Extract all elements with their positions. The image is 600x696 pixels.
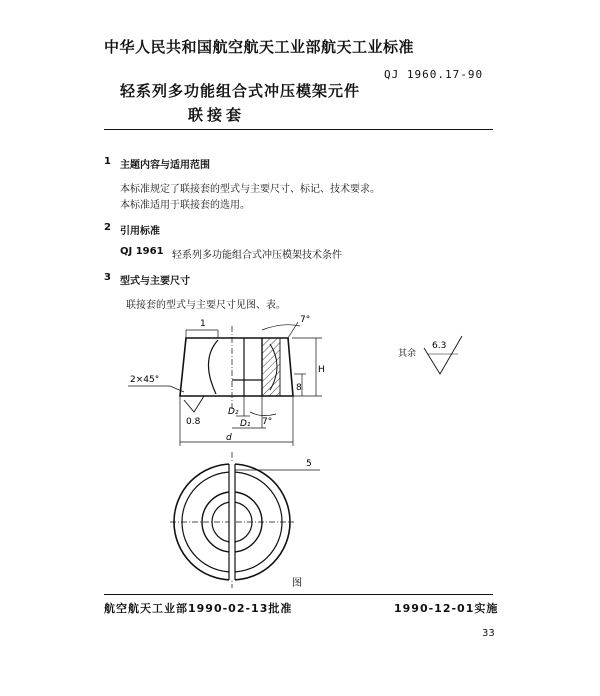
section-view xyxy=(180,326,293,410)
figure-caption: 图 xyxy=(292,578,302,589)
dim-slot-label: 5 xyxy=(306,459,312,469)
chamfer-label: 2×45° xyxy=(130,375,160,385)
dim-D2-label: D₂ xyxy=(228,407,239,417)
roughness-label: 其余 xyxy=(398,349,417,359)
standard-code: QJ 1960.17-90 xyxy=(384,68,484,81)
section-1-paragraph-2: 本标准适用于联接套的选用。 xyxy=(120,200,250,211)
reference-standard-title: 轻系列多功能组合式冲压模架技术条件 xyxy=(172,250,342,261)
section-3-title: 型式与主要尺寸 xyxy=(120,276,190,287)
document-title-line2: 联接套 xyxy=(188,106,246,124)
section-3-number: 3 xyxy=(104,272,111,283)
roughness-symbol-small xyxy=(184,396,204,412)
dim-height-label: H xyxy=(318,365,325,375)
angle-top-label: 7° xyxy=(300,315,311,325)
chamfer-leader xyxy=(128,386,184,392)
section-2-number: 2 xyxy=(104,222,111,233)
dim-top-label: 1 xyxy=(200,319,206,329)
document-title-line1: 轻系列多功能组合式冲压模架元件 xyxy=(120,82,361,100)
reference-standard-code: QJ 1961 xyxy=(120,246,164,257)
page-number: 33 xyxy=(482,628,495,639)
dim-8-label: 8 xyxy=(296,383,302,393)
section-3-paragraph-1: 联接套的型式与主要尺寸见图、表。 xyxy=(126,300,286,311)
top-view xyxy=(170,452,294,588)
effective-date: 1990-12-01实施 xyxy=(394,602,499,615)
dim-D1-label: D₁ xyxy=(240,419,251,429)
issuing-organization: 中华人民共和国航空航天工业部航天工业标准 xyxy=(104,38,415,56)
section-2-title: 引用标准 xyxy=(120,226,160,237)
dimension-top-1 xyxy=(186,330,218,338)
dimension-angle-top xyxy=(262,322,300,338)
angle-bottom-label: 7° xyxy=(262,417,273,427)
dim-d-label: d xyxy=(226,433,232,443)
approval-line: 航空航天工业部1990-02-13批准 xyxy=(104,602,293,615)
roughness-small-label: 0.8 xyxy=(186,417,201,427)
footer-rule xyxy=(104,594,493,595)
section-1-number: 1 xyxy=(104,156,111,167)
section-1-title: 主题内容与适用范围 xyxy=(120,160,210,171)
section-1-paragraph-1: 本标准规定了联接套的型式与主要尺寸、标记、技术要求。 xyxy=(120,184,380,195)
roughness-value: 6.3 xyxy=(432,341,447,351)
